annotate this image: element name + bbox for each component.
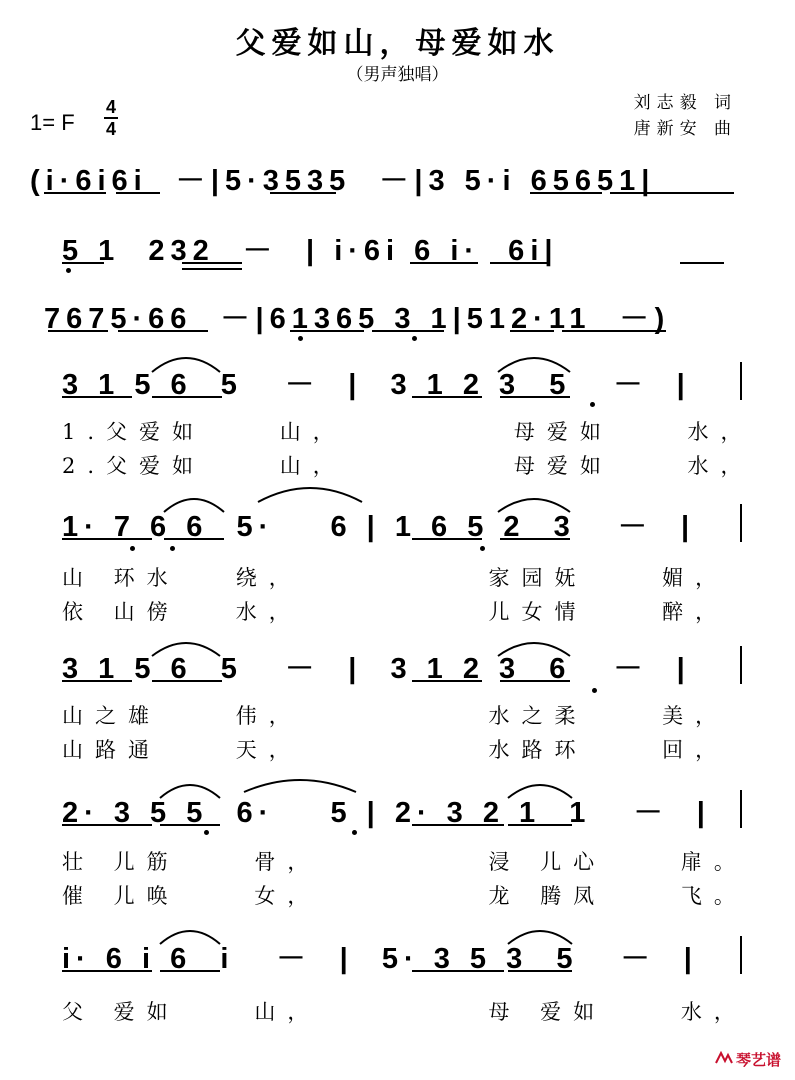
beam-line xyxy=(490,262,550,264)
time-signature-top: 4 xyxy=(105,97,116,117)
octave-dot xyxy=(412,336,417,341)
intro-line-1: (i·6i6i －|5·3535 －|3 5·i 65651| xyxy=(30,165,656,197)
octave-dot xyxy=(480,546,485,551)
beam-line xyxy=(164,538,224,540)
octave-dot xyxy=(592,688,597,693)
beam-line xyxy=(152,396,222,398)
lyric-verse-1-line-3: 山之雄 伟， 水之柔 美， xyxy=(62,704,729,728)
watermark xyxy=(715,1049,781,1070)
beam-line xyxy=(118,330,208,332)
octave-dot xyxy=(170,546,175,551)
beam-line xyxy=(500,538,570,540)
bar-line xyxy=(740,504,742,542)
beam-line xyxy=(182,262,242,264)
lyric-verse-1-line-4: 壮 儿筋 骨， 浸 儿心 扉。 xyxy=(62,850,747,874)
bar-line xyxy=(740,362,742,400)
beam-line xyxy=(62,680,132,682)
beam-line xyxy=(116,192,160,194)
octave-dot xyxy=(352,830,357,835)
notation-system-3: 3 1 5 6 5 － | 3 1 2 3 6 － | xyxy=(62,653,691,685)
beam-line xyxy=(372,330,444,332)
notation-system-4: 2· 3 5 5 6· 5 | 2· 3 2 1 1 － | xyxy=(62,797,711,829)
beam-line xyxy=(500,680,570,682)
beam-line xyxy=(680,262,724,264)
beam-line xyxy=(62,970,152,972)
song-subtitle: （男声独唱） xyxy=(346,65,449,85)
beam-line xyxy=(412,680,482,682)
watermark-text: 琴艺谱 xyxy=(735,1052,781,1069)
beam-line xyxy=(62,396,132,398)
qinyipu-logo-icon xyxy=(715,1051,733,1069)
beam-line xyxy=(410,262,478,264)
beam-line xyxy=(530,192,602,194)
octave-dot xyxy=(204,830,209,835)
time-signature-bottom: 4 xyxy=(105,119,116,139)
beam-line xyxy=(510,330,554,332)
beam-line xyxy=(412,396,482,398)
lyric-verse-1-line-2: 山 环水 绕， 家园妩 媚， xyxy=(62,566,729,590)
composer-credit: 唐新安 曲 xyxy=(633,119,737,139)
beam-line xyxy=(62,824,152,826)
intro-line-2: 5 1 232 － | i·6i 6 i· 6i| xyxy=(62,235,559,267)
notation-system-1: 3 1 5 6 5 － | 3 1 2 3 5 － | xyxy=(62,369,691,401)
bar-line xyxy=(740,790,742,828)
beam-line xyxy=(412,824,504,826)
beam-line xyxy=(182,268,242,270)
beam-line xyxy=(152,680,222,682)
beam-line xyxy=(500,396,570,398)
beam-line xyxy=(508,824,572,826)
key-signature: 1= F xyxy=(30,110,75,135)
bar-line xyxy=(740,936,742,974)
beam-line xyxy=(290,330,364,332)
time-signature xyxy=(104,98,118,138)
octave-dot xyxy=(590,402,595,407)
beam-line xyxy=(610,192,734,194)
beam-line xyxy=(160,824,220,826)
song-title: 父爱如山，母爱如水 xyxy=(235,26,560,61)
beam-line xyxy=(508,970,572,972)
lyric-verse-1-line-5: 父 爱如 山， 母 爱如 水， xyxy=(62,1000,747,1024)
lyric-verse-1-line-1: 1.父爱如 山， 母爱如 水， xyxy=(62,420,754,444)
beam-line xyxy=(562,330,666,332)
intro-line-3: 7675·66 －|61365 3 1|512·11 －) xyxy=(44,303,671,335)
notation-system-5: i· 6 i 6 i － | 5· 3 5 3 5 － | xyxy=(62,943,698,975)
beam-line xyxy=(48,330,108,332)
lyric-verse-2-line-1: 2.父爱如 山， 母爱如 水， xyxy=(62,454,754,478)
lyric-verse-2-line-2: 依 山傍 水， 儿女情 醉， xyxy=(62,600,729,624)
beam-line xyxy=(412,970,504,972)
octave-dot xyxy=(298,336,303,341)
beam-line xyxy=(160,970,220,972)
beam-line xyxy=(62,538,152,540)
lyricist-credit: 刘志毅 词 xyxy=(633,93,737,113)
octave-dot xyxy=(130,546,135,551)
beam-line xyxy=(412,538,482,540)
notation-system-2: 1· 7 6 6 5· 6 | 1 6 5 2 3 － | xyxy=(62,511,696,543)
beam-line xyxy=(62,262,104,264)
octave-dot xyxy=(66,268,71,273)
lyric-verse-2-line-3: 山路通 天， 水路环 回， xyxy=(62,738,729,762)
lyric-verse-2-line-4: 催 儿唤 女， 龙 腾凤 飞。 xyxy=(62,884,747,908)
beam-line xyxy=(270,192,336,194)
beam-line xyxy=(44,192,106,194)
bar-line xyxy=(740,646,742,684)
